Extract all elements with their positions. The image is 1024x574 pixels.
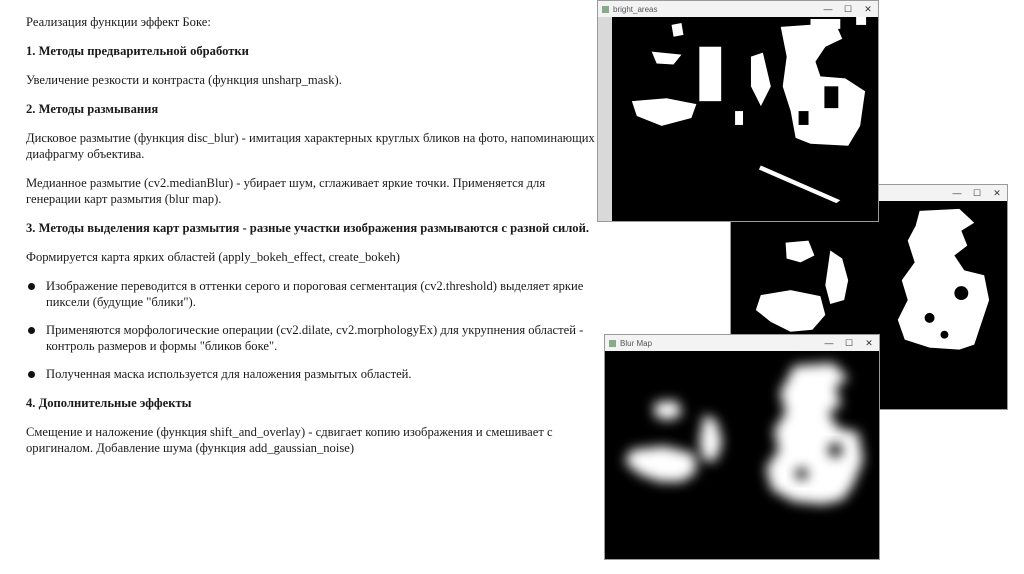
maximize-icon[interactable]: ☐ (843, 3, 853, 14)
app-icon (602, 6, 609, 13)
blur-map-window[interactable] (604, 334, 880, 560)
minimize-icon[interactable]: — (823, 4, 833, 14)
section-2-paragraph-2: Медианное размытие (cv2.medianBlur) - убирает шум, сглаживает яркие точки. Применяется для генерации карт размытия (blur map). (26, 176, 546, 206)
list-item: Применяются морфологические операции (cv2.dilate, cv2.morphologyEx) для укрупнения областей - контроль размеров и формы "бликов боке". (26, 322, 596, 354)
section-1-body: Увеличение резкости и контраста (функция unsharp_mask). (26, 73, 342, 87)
close-icon[interactable]: ✕ (993, 187, 1001, 198)
close-icon[interactable]: ✕ (864, 3, 872, 14)
bright-areas-window[interactable] (597, 0, 879, 222)
section-3-bullet-list (26, 278, 596, 382)
section-2-paragraph-1: Дисковое размытие (функция disc_blur) - имитация характерных круглых бликов на фото, напоминающих диафрагму объектива. (26, 131, 595, 161)
bright-areas-image (612, 17, 878, 221)
window-title: bright_areas (613, 4, 658, 14)
slide-heading: Реализация функции эффект Боке: (26, 15, 211, 29)
bullet-icon (28, 371, 35, 378)
close-icon[interactable]: ✕ (865, 337, 873, 348)
slide-text (26, 14, 596, 469)
blur-map-image (605, 351, 879, 559)
bullet-icon (28, 283, 35, 290)
list-item: Изображение переводится в оттенки серого и пороговая сегментация (cv2.threshold) выделяет яркие пиксели (будущие "блики"). (26, 278, 596, 310)
section-3-intro: Формируется карта ярких областей (apply_bokeh_effect, create_bokeh) (26, 250, 400, 264)
bright-areas-graphic (612, 17, 878, 221)
blur-map-graphic (605, 351, 879, 559)
section-4-body: Смещение и наложение (функция shift_and_overlay) - сдвигает копию изображения и смешивает с оригиналом. Добавление шума (функция add_gaussian_noise) (26, 425, 553, 455)
app-icon (609, 340, 616, 347)
section-1-title: 1. Методы предварительной обработки (26, 44, 249, 58)
maximize-icon[interactable]: ☐ (972, 187, 982, 198)
maximize-icon[interactable]: ☐ (844, 337, 854, 348)
window-title: Blur Map (620, 338, 653, 348)
list-item: Полученная маска используется для наложения размытых областей. (26, 366, 596, 382)
minimize-icon[interactable]: — (952, 188, 962, 198)
section-3-title: 3. Методы выделения карт размытия - разные участки изображения размываются с разной силой. (26, 221, 590, 235)
window-titlebar[interactable] (605, 335, 879, 351)
window-titlebar[interactable] (598, 1, 878, 17)
bullet-icon (28, 327, 35, 334)
side-strip (598, 17, 612, 221)
minimize-icon[interactable]: — (824, 338, 834, 348)
section-2-title: 2. Методы размывания (26, 102, 159, 116)
section-4-title: 4. Дополнительные эффекты (26, 396, 192, 410)
